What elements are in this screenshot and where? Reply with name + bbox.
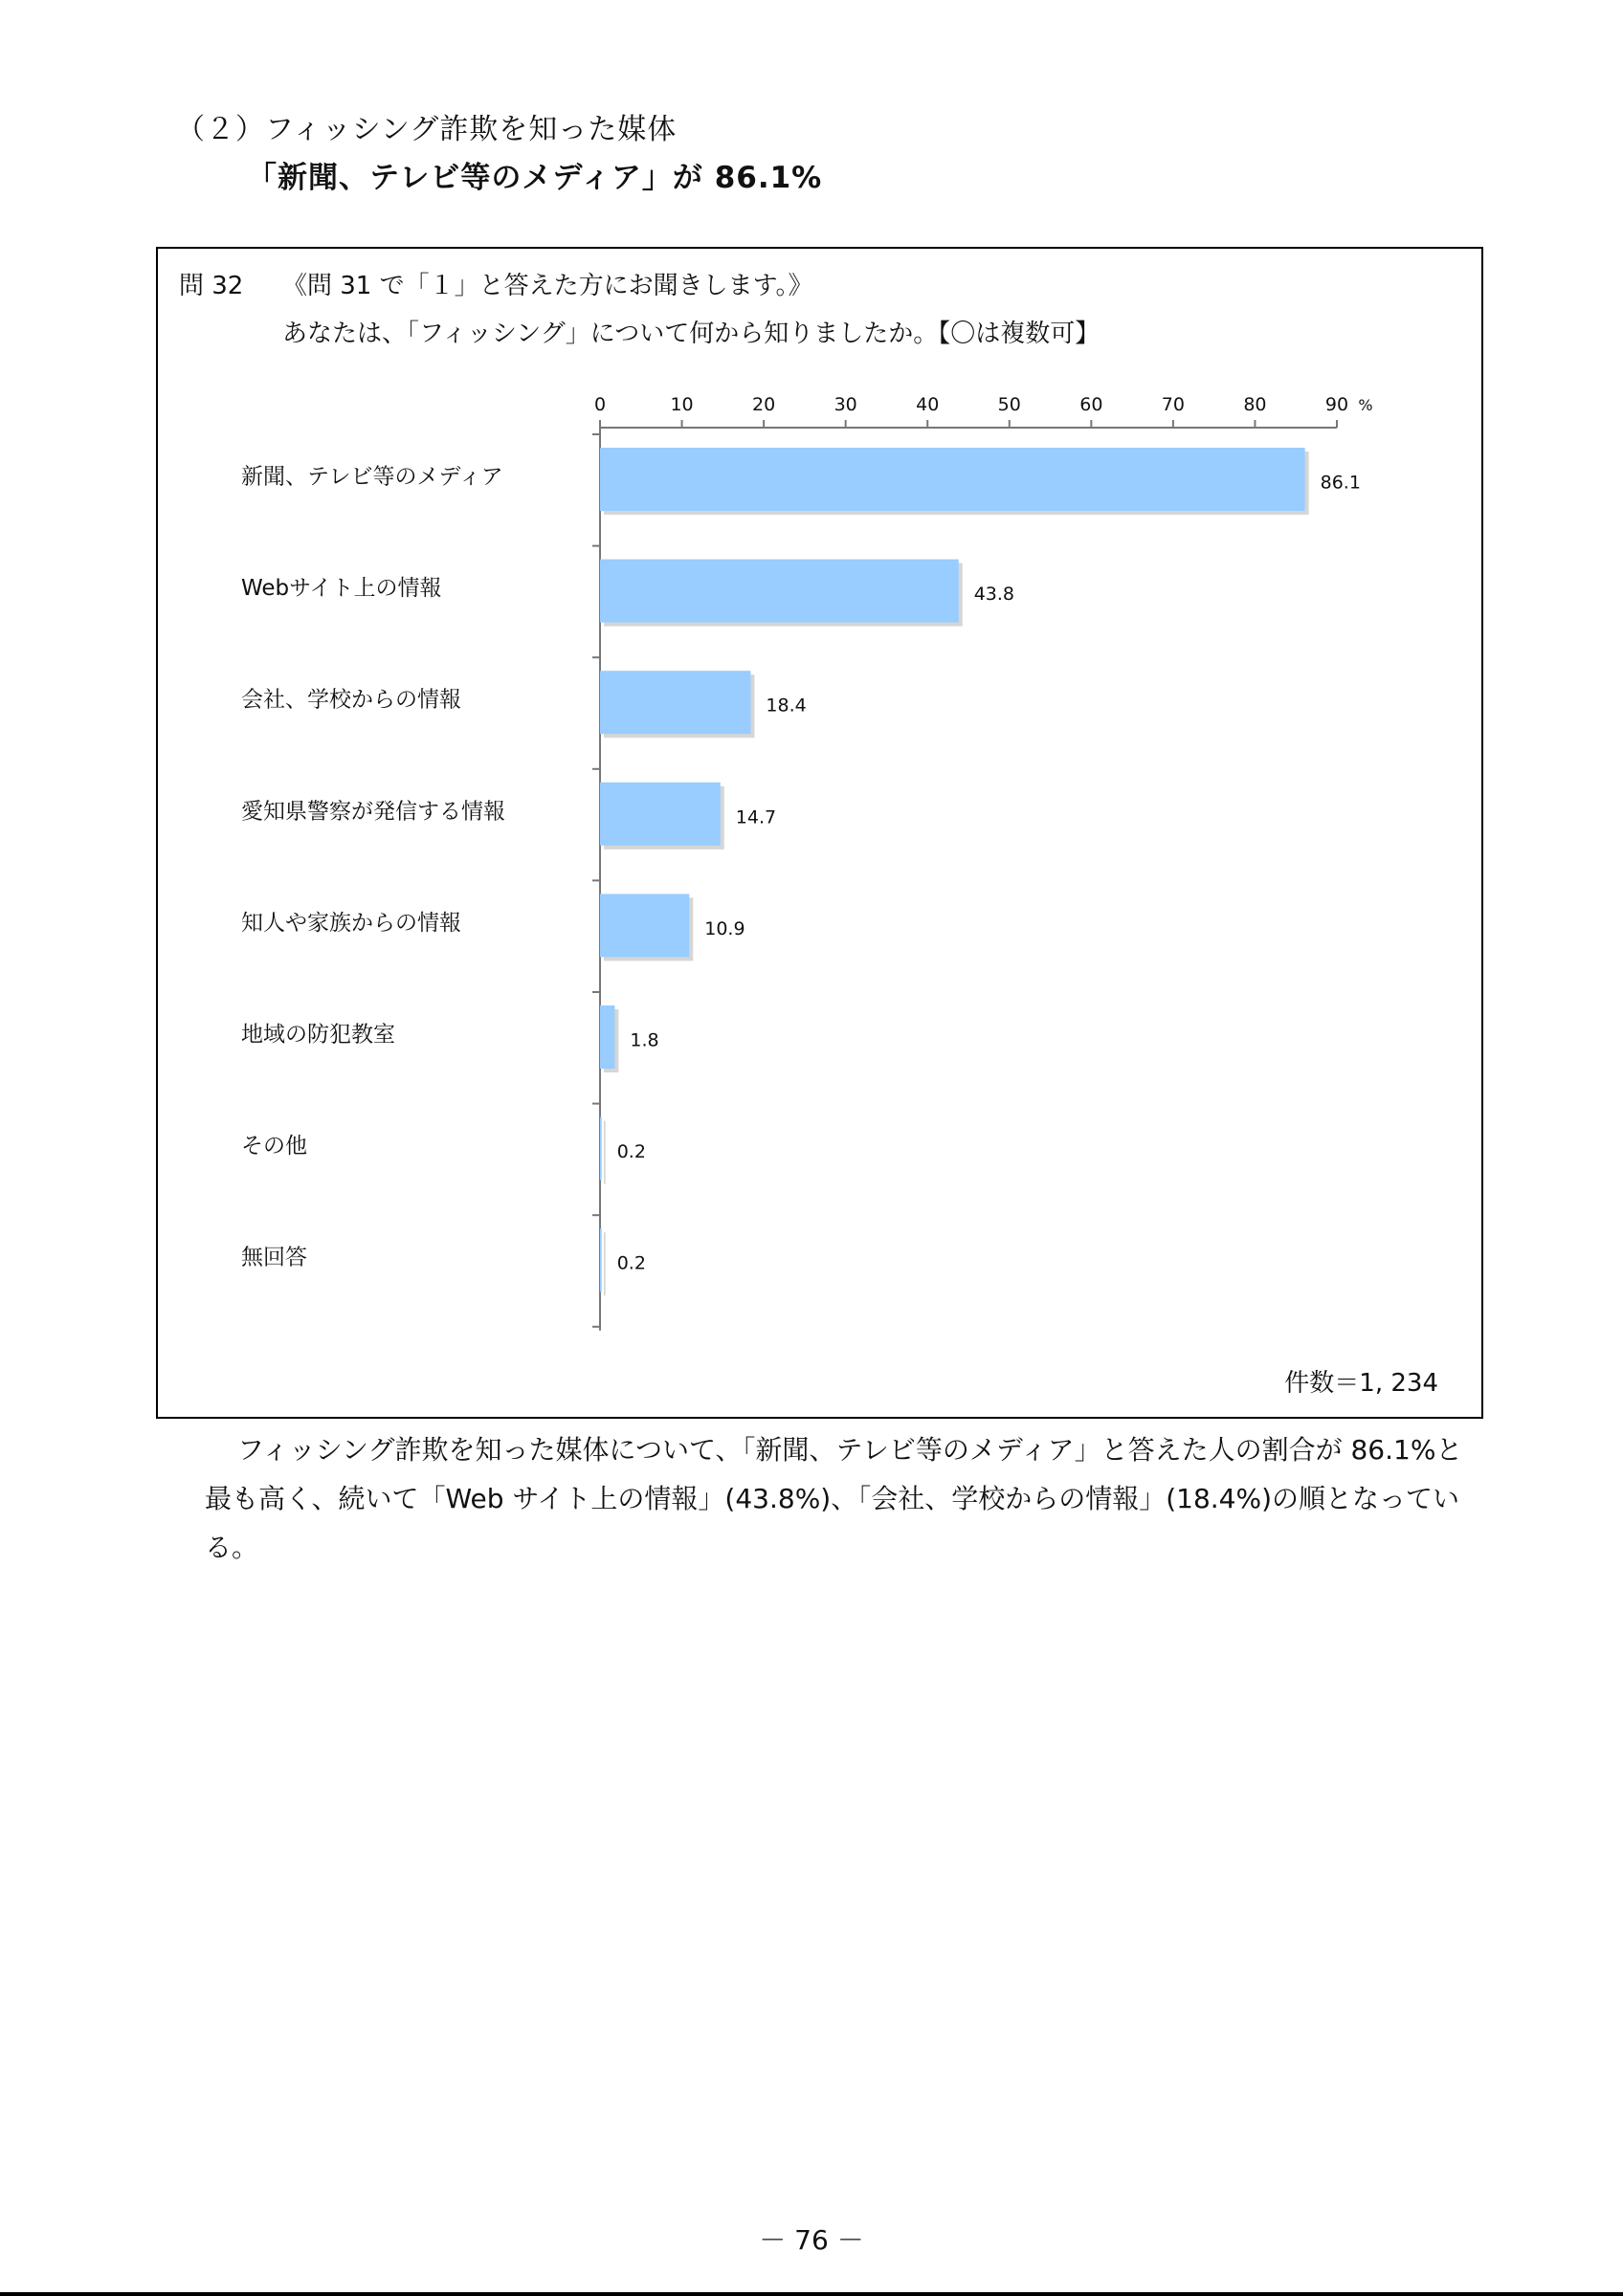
data-label: 10.9 bbox=[704, 917, 745, 939]
data-label: 1.8 bbox=[630, 1029, 659, 1051]
category-label: 地域の防犯教室 bbox=[241, 1022, 395, 1048]
category-label: 会社、学校からの情報 bbox=[241, 687, 461, 713]
data-label: 14.7 bbox=[735, 806, 777, 828]
x-tick-label: 60 bbox=[1079, 394, 1103, 415]
bar bbox=[600, 1228, 602, 1292]
x-tick-label: 10 bbox=[670, 394, 694, 415]
x-unit-label: % bbox=[1358, 396, 1373, 414]
x-tick-label: 50 bbox=[997, 394, 1021, 415]
data-label: 43.8 bbox=[973, 584, 1015, 606]
x-tick-label: 20 bbox=[752, 394, 776, 415]
bar bbox=[600, 560, 959, 623]
x-tick-label: 40 bbox=[916, 394, 940, 415]
data-label: 0.2 bbox=[616, 1141, 646, 1163]
bar bbox=[600, 1005, 614, 1069]
bar bbox=[600, 894, 689, 957]
category-label: 知人や家族からの情報 bbox=[241, 910, 461, 936]
data-label: 18.4 bbox=[766, 695, 807, 717]
bar bbox=[600, 671, 750, 734]
x-tick-label: 30 bbox=[834, 394, 857, 415]
category-label: 無回答 bbox=[241, 1245, 307, 1270]
question-box bbox=[156, 247, 1483, 1419]
bar-shadow bbox=[604, 1121, 606, 1184]
x-tick-label: 90 bbox=[1324, 394, 1349, 415]
bottom-rule bbox=[0, 2292, 1623, 2296]
section-headline: 「新聞、テレビ等のメディア」が 86.1% bbox=[247, 161, 823, 195]
bar bbox=[600, 1117, 602, 1181]
bar-chart bbox=[158, 249, 1481, 1417]
category-label: Webサイト上の情報 bbox=[241, 576, 442, 602]
data-label: 86.1 bbox=[1320, 472, 1361, 494]
page-number: － 76 － bbox=[759, 2224, 864, 2256]
bar bbox=[600, 783, 721, 846]
x-tick-label: 70 bbox=[1161, 394, 1185, 415]
question-condition: 《問 31 で「１」と答えた方にお聞きします。》 bbox=[282, 272, 813, 300]
x-tick-label: 0 bbox=[593, 394, 607, 415]
summary-text: フィッシング詐欺を知った媒体について、「新聞、テレビ等のメディア」と答えた人の割合が 86.1%と最も高く、続いて「Web サイト上の情報」(43.8%)、「会社、学校からの情報」(18.4%)の順となっている。 bbox=[205, 1434, 1463, 1563]
category-label: 愛知県警察が発信する情報 bbox=[241, 799, 505, 825]
question-text: あなたは、「フィッシング」について何から知りましたか。【〇は複数可】 bbox=[282, 320, 1101, 348]
bar bbox=[600, 448, 1305, 511]
question-number: 問 32 bbox=[179, 272, 244, 300]
data-label: 0.2 bbox=[616, 1252, 646, 1274]
section-title: （２）フィッシング詐欺を知った媒体 bbox=[176, 113, 678, 146]
category-label: 新聞、テレビ等のメディア bbox=[241, 464, 503, 490]
x-tick-label: 80 bbox=[1243, 394, 1267, 415]
bar-shadow bbox=[604, 1232, 606, 1295]
category-label: その他 bbox=[241, 1134, 307, 1159]
case-count: 件数＝1, 234 bbox=[1284, 1369, 1438, 1398]
